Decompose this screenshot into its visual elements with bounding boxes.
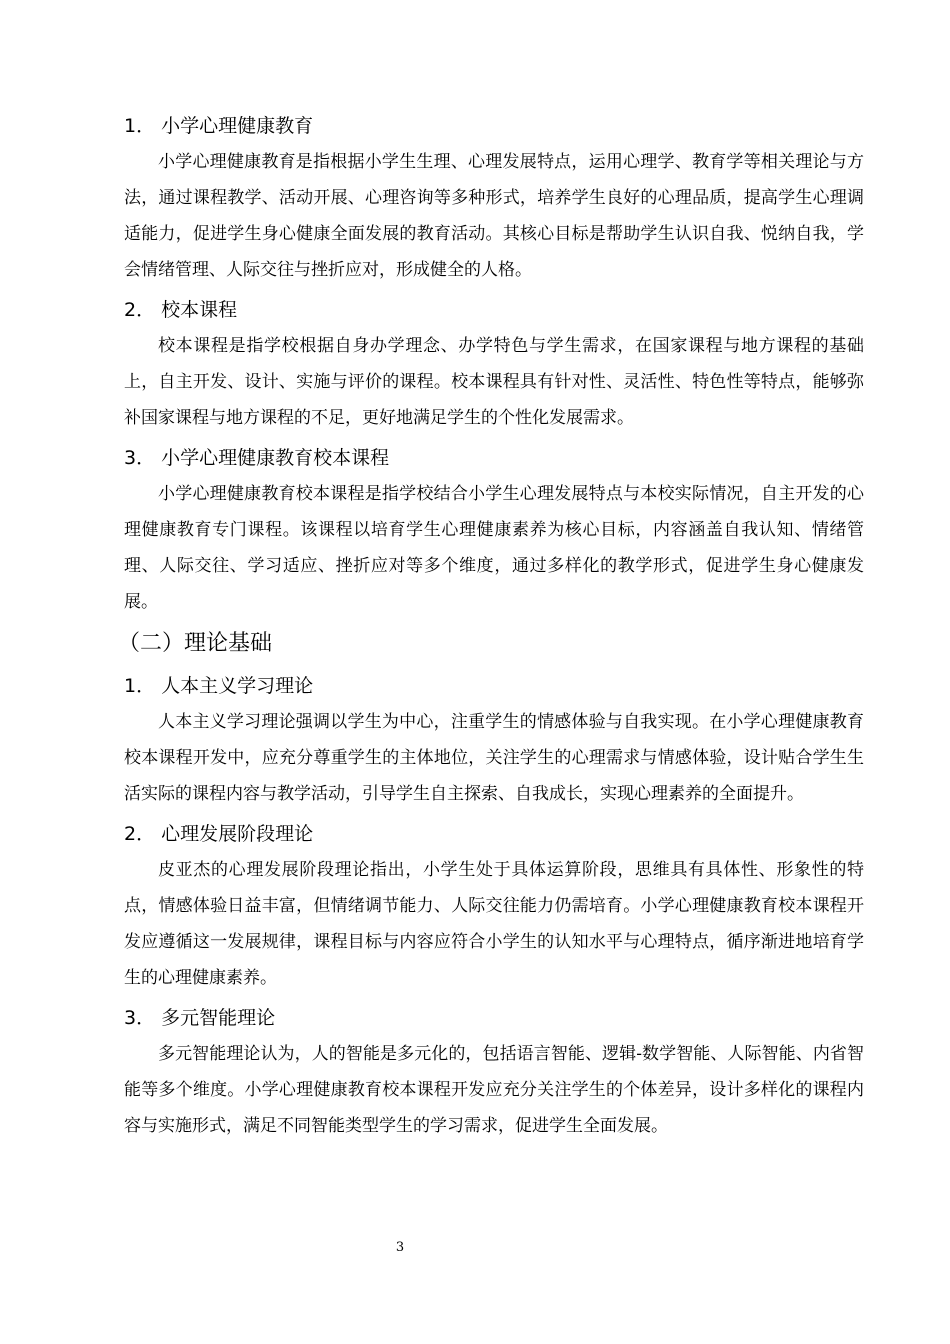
heading-number: 3． bbox=[124, 447, 156, 469]
paragraph: 小学心理健康教育校本课程是指学校结合小学生心理发展特点与本校实际情况，自主开发的心理健康教育专门课程。该课程以培育学生心理健康素养为核心目标，内容涵盖自我认知、情绪管理、人际交往、学习适应、挫折应对等多个维度，通过多样化的教学形式，促进学生身心健康发展。 bbox=[124, 484, 864, 612]
paragraph: 小学心理健康教育是指根据小学生生理、心理发展特点，运用心理学、教育学等相关理论与方法，通过课程教学、活动开展、心理咨询等多种形式，培养学生良好的心理品质，提高学生心理调适能力，促进学生身心健康全面发展的教育活动。其核心目标是帮助学生认识自我、悦纳自我，学会情绪管理、人际交往与挫折应对，形成健全的人格。 bbox=[124, 152, 864, 280]
heading-number: 1． bbox=[124, 675, 156, 697]
subsection-heading bbox=[124, 440, 864, 476]
heading-title: 心理发展阶段理论 bbox=[161, 823, 314, 845]
subsection-heading bbox=[124, 108, 864, 144]
paragraph: 皮亚杰的心理发展阶段理论指出，小学生处于具体运算阶段，思维具有具体性、形象性的特点，情感体验日益丰富，但情绪调节能力、人际交往能力仍需培育。小学心理健康教育校本课程开发应遵循这一发展规律，课程目标与内容应符合小学生的认知水平与心理特点，循序渐进地培育学生的心理健康素养。 bbox=[124, 860, 864, 988]
heading-title: 小学心理健康教育 bbox=[161, 115, 314, 137]
section-2 bbox=[124, 292, 864, 436]
section-1 bbox=[124, 108, 864, 288]
theory-section-2 bbox=[124, 816, 864, 996]
heading-number: 2． bbox=[124, 823, 156, 845]
heading-number: 3． bbox=[124, 1007, 156, 1029]
paragraph: 校本课程是指学校根据自身办学理念、办学特色与学生需求，在国家课程与地方课程的基础上，自主开发、设计、实施与评价的课程。校本课程具有针对性、灵活性、特色性等特点，能够弥补国家课程与地方课程的不足，更好地满足学生的个性化发展需求。 bbox=[124, 336, 864, 428]
section-3 bbox=[124, 440, 864, 620]
heading-title: 小学心理健康教育校本课程 bbox=[161, 447, 390, 469]
paragraph: 人本主义学习理论强调以学生为中心，注重学生的情感体验与自我实现。在小学心理健康教育校本课程开发中，应充分尊重学生的主体地位，关注学生的心理需求与情感体验，设计贴合学生生活实际的课程内容与教学活动，引导学生自主探索、自我成长，实现心理素养的全面提升。 bbox=[124, 712, 864, 804]
document-page bbox=[118, 108, 864, 1144]
heading-title: 人本主义学习理论 bbox=[161, 675, 314, 697]
heading-number: 1． bbox=[124, 115, 156, 137]
subsection-heading bbox=[124, 1000, 864, 1036]
theory-section-1 bbox=[124, 668, 864, 812]
part-heading: （二）理论基础 bbox=[118, 631, 273, 656]
page-number: 3 bbox=[395, 1240, 405, 1255]
heading-number: 2． bbox=[124, 299, 156, 321]
heading-title: 多元智能理论 bbox=[161, 1007, 276, 1029]
heading-title: 校本课程 bbox=[161, 299, 238, 321]
subsection-heading bbox=[124, 292, 864, 328]
subsection-heading bbox=[124, 668, 864, 704]
paragraph: 多元智能理论认为，人的智能是多元化的，包括语言智能、逻辑-数学智能、人际智能、内省智能等多个维度。小学心理健康教育校本课程开发应充分关注学生的个体差异，设计多样化的课程内容与实施形式，满足不同智能类型学生的学习需求，促进学生全面发展。 bbox=[124, 1044, 864, 1136]
theory-section-3 bbox=[124, 1000, 864, 1144]
subsection-heading bbox=[124, 816, 864, 852]
